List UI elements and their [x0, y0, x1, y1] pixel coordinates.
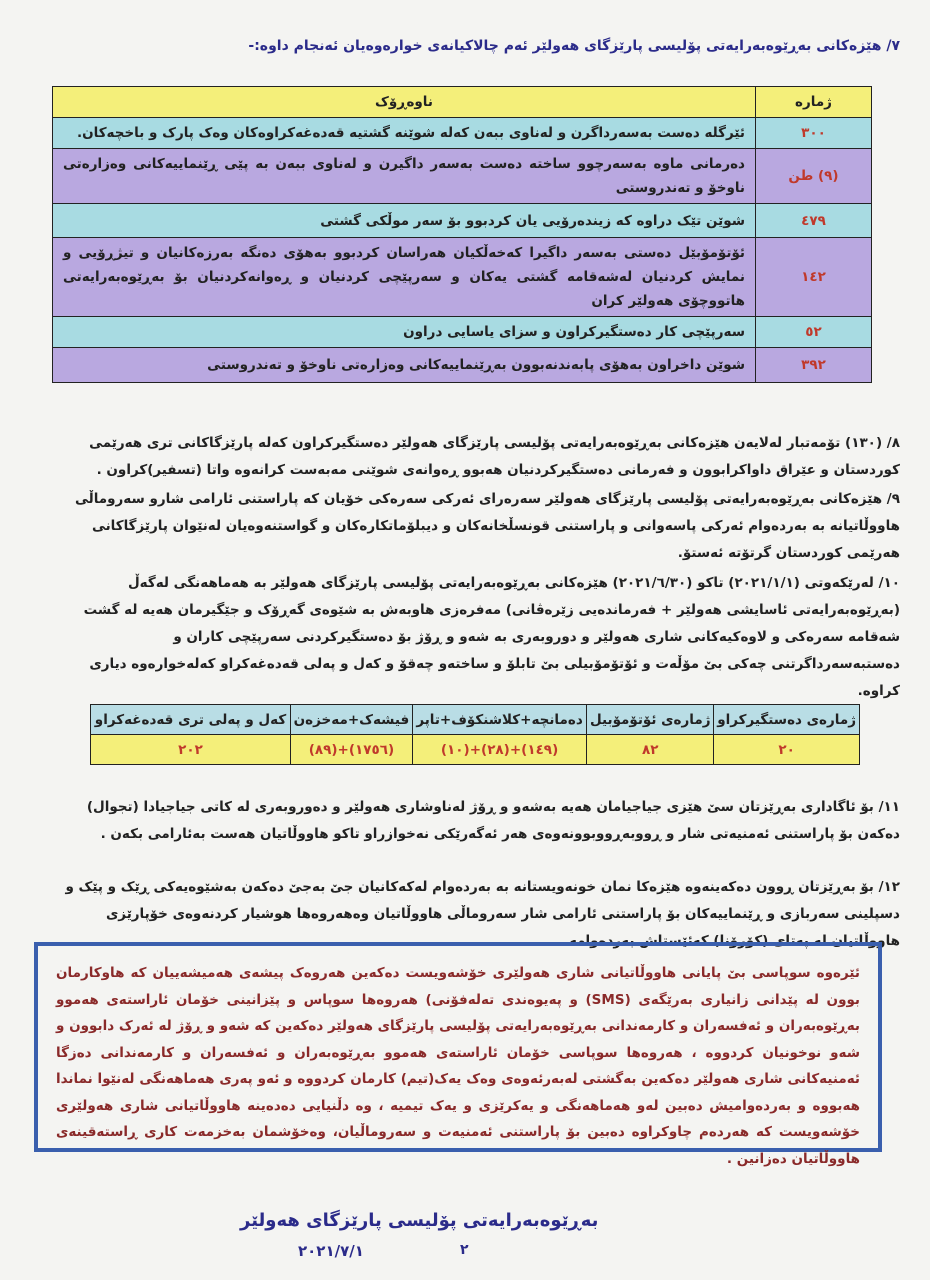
table-cell: ٢٠٢: [91, 735, 291, 765]
row-number: ١٤٢: [756, 238, 872, 317]
row-description: ئێرگلە دەست بەسەرداگرن و لەناوی ببەن کەلە شوێنە گشتیە قەدەغەکراوەکان وەک پارک و باخچەکان.: [53, 118, 756, 149]
row-number: ٣٠٠: [756, 118, 872, 149]
signature: بەڕێوەبەرایەتی پۆلیسی پارێزگای هەولێر: [240, 1210, 599, 1231]
table-row: [53, 149, 872, 204]
table-cell: (١٧٥٦)+(٨٩): [290, 735, 412, 765]
table-header-cell: ژمارەی ئۆتۆمۆبیل: [587, 705, 714, 735]
thanks-notice-box: ئێرەوە سوپاسی بێ پایانی هاووڵاتیانی شاری هەولێری خۆشەویست دەکەین هەروەک پیشەی هەمیشەییان کە هاوکارمان بوون لە پێدانی زانیاری بەرێگەی (SMS) و پەیوەندی تەلەفۆنی) هەروەها سوپاس و پێزانینی خۆمان ئاراستەی هەموو بەڕێوەبەران و ئەفسەران و کارمەندانی بەڕێوەبەرایەتی پۆلیسی پارێزگای هەولێر دەکەین کە شەو و ڕۆژ لە ئەرک دابوون و شەو نوخونیان کردووە ، هەروەها سوپاسی خۆمان ئاراستەی هەموو بەڕێوەبەران و ئەفسەران و کارمەندانی دەزگا ئەمنیەکانی شاری هەولێر دەکەین بەگشتی لەبەرئەوەی وەک یەک(تیم) کارمان کردووە و ئەو پەری هەماهەنگی لەنێوا نماندا هەبووە و بەردەوامیش دەبین لەو هەماهەنگی و یەکرێزی و یەک تیمیە ، وە دڵنیایی دەدەینە هاووڵاتیانی شاری هەولێری خۆشەویست کە هەردەم چاوکراوە دەبین بۆ پاراستنی ئەمنیەت و سەروماڵیان، وەخۆشمان بەخزمەت کاری ڕاستەقینەی هاووڵاتیان دەزانین .: [34, 942, 882, 1152]
page-number: ٢: [460, 1242, 469, 1258]
table-row: [53, 238, 872, 317]
paragraph-12: ١٢/ بۆ بەڕێزتان ڕوون دەکەینەوە هێزەکا نمان خونەویستانە بە بەردەوام لەکەکانیان جێ بەجێ دەکەن بەشێوەیەکی ڕێک و پێک و دسپلینی سەربازی و ڕێنماییەکان بۆ پاراستنی ئارامی شار سەروماڵی هاووڵاتیان وەهەروەها هوشیار کردنەوەی خۆپارێزی هاووڵاتیان لە پەتای (کۆرۆنا) کەئێستاش بەردەوامە.: [65, 879, 900, 949]
paragraph-8: ٨/ (١٣٠) تۆمەتبار لەلایەن هێزەکانی بەڕێوەبەرایەتی پۆلیسی پارێزگای هەولێر دەستگیرکراون کەلە پارێزگاکانی تری هەرێمی کوردستان و عێراق داواکرابوون و فەرمانی دەستگیرکردنیان هەبوو ڕەوانەی شوێنی مەبەست کرانەوە واتا (تسفیر)کراون .: [89, 435, 900, 478]
paragraph-9: ٩/ هێزەکانی بەڕێوەبەرایەتی پۆلیسی پارێزگای هەولێر سەرەرای ئەرکی سەرەکی خۆیان کە پاراستنی ئارامی شارو سەروماڵی هاووڵاتیانە بە بەردەوام ئەرکی پاسەوانی و پاراستنی قونسڵخانەکان و دیبلۆماتکارەکان و گواستنەوەیان لەنێوان پارێزگاکانی هەرێمی کوردستان گرتۆتە ئەستۆ.: [74, 491, 900, 561]
header-number: ژمارە: [756, 87, 872, 118]
table-header-cell: فیشەک+مەخزەن: [290, 705, 412, 735]
header-content: ناوەڕۆک: [53, 87, 756, 118]
table-cell: (١٤٩)+(٢٨)+(١٠): [412, 735, 586, 765]
paragraph-10: ١٠/ لەرێکەوتی (٢٠٢١/١/١) تاکو (٢٠٢١/٦/٣٠) هێزەکانی بەڕێوەبەرایەتی پۆلیسی پارێزگای هەولێر بە هەماهەنگی لەگەڵ (بەڕێوەبەرایەتی ئاسایشی هەولێر + فەرماندەیی زێرەڤانی) مەفرەزی هاوبەش بە شێوەی گەڕۆک و جێگیرمان هەیە لە گشت شەقامە سەرەکی و لاوەکیەکانی شاری هەولێر و دوروبەری بە شەو و ڕۆژ بۆ دەستگیرکردنی سەرپێچی کاران و دەستبەسەرداگرتنی چەکی بێ مۆڵەت و ئۆتۆمۆبیلی بێ تابلۆ و ساختەو چەقۆ و کەل و پەلی قەدەغەکراو کەلەخوارەوە دیاری کراوە.: [83, 575, 900, 699]
row-description: دەرمانی ماوە بەسەرچوو ساختە دەست بەسەر داگیرن و لەناوی ببەن بە پێی ڕێنماییەکانی وەزارەتی ناوخۆ و تەندروستی: [53, 149, 756, 204]
row-number: ٣٩٢: [756, 348, 872, 383]
table-header-cell: دەمانچە+کلاشنکۆف+تاپر: [412, 705, 586, 735]
table-cell: ٢٠: [714, 735, 860, 765]
table-header-cell: ژمارەی دەستگیرکراو: [714, 705, 860, 735]
date: ٢٠٢١/٧/١: [298, 1242, 364, 1260]
table-row: [91, 735, 860, 765]
table-row: [53, 317, 872, 348]
table-cell: ٨٢: [587, 735, 714, 765]
row-number: ٥٢: [756, 317, 872, 348]
table-row: [53, 118, 872, 149]
section-7-heading: ٧/ هێزەکانی بەڕێوەبەرایەتی پۆلیسی پارێزگای هەولێر ئەم چالاکیانەی خوارەوەیان ئەنجام داوە:-: [248, 38, 900, 54]
table-row: [53, 348, 872, 383]
row-number: (٩) طن: [756, 149, 872, 204]
row-description: ئۆتۆمۆبێل دەستی بەسەر داگیرا کەخەڵکیان هەراسان کردبوو بەهۆی دەنگە بەرزەکانیان و تیژڕۆیی و نمایش کردنیان لەشەقامە گشتی یەکان و سەرپێچی کردنیان و ڕەوانەکردنیان بۆ بەڕێوەبەرایەتی هاتووچۆی هەولێر کران: [53, 238, 756, 317]
table-row: [53, 204, 872, 238]
table-header-cell: کەل و پەلی تری قەدەغەکراو: [91, 705, 291, 735]
activities-table: [52, 86, 872, 383]
row-description: سەرپێچی کار دەستگیرکراون و سزای یاسایی دراون: [53, 317, 756, 348]
table-header-row: [53, 87, 872, 118]
row-description: شوێن تێک دراوە کە زیندەرۆیی یان کردبوو بۆ سەر موڵکی گشتی: [53, 204, 756, 238]
table-header-row: [91, 705, 860, 735]
row-number: ٤٧٩: [756, 204, 872, 238]
paragraph-11: ١١/ بۆ ئاگاداری بەڕێزتان سێ هێزی جیاجیامان هەیە بەشەو و ڕۆژ لەناوشاری هەولێر و دەوروبەری لە کاتی جیاجیادا (تجوال) دەکەن بۆ پاراستنی ئەمنیەتی شار و ڕووبەڕووبوونەوەی هەر ئەگەرێکی نەخوازراو تاکو هاووڵاتیان هەست بەئارامی بکەن .: [86, 799, 900, 842]
seizures-table: [90, 704, 860, 765]
row-description: شوێن داخراون بەهۆی پابەندنەبوون بەڕێنماییەکانی وەزارەتی ناوخۆ و تەندروستی: [53, 348, 756, 383]
